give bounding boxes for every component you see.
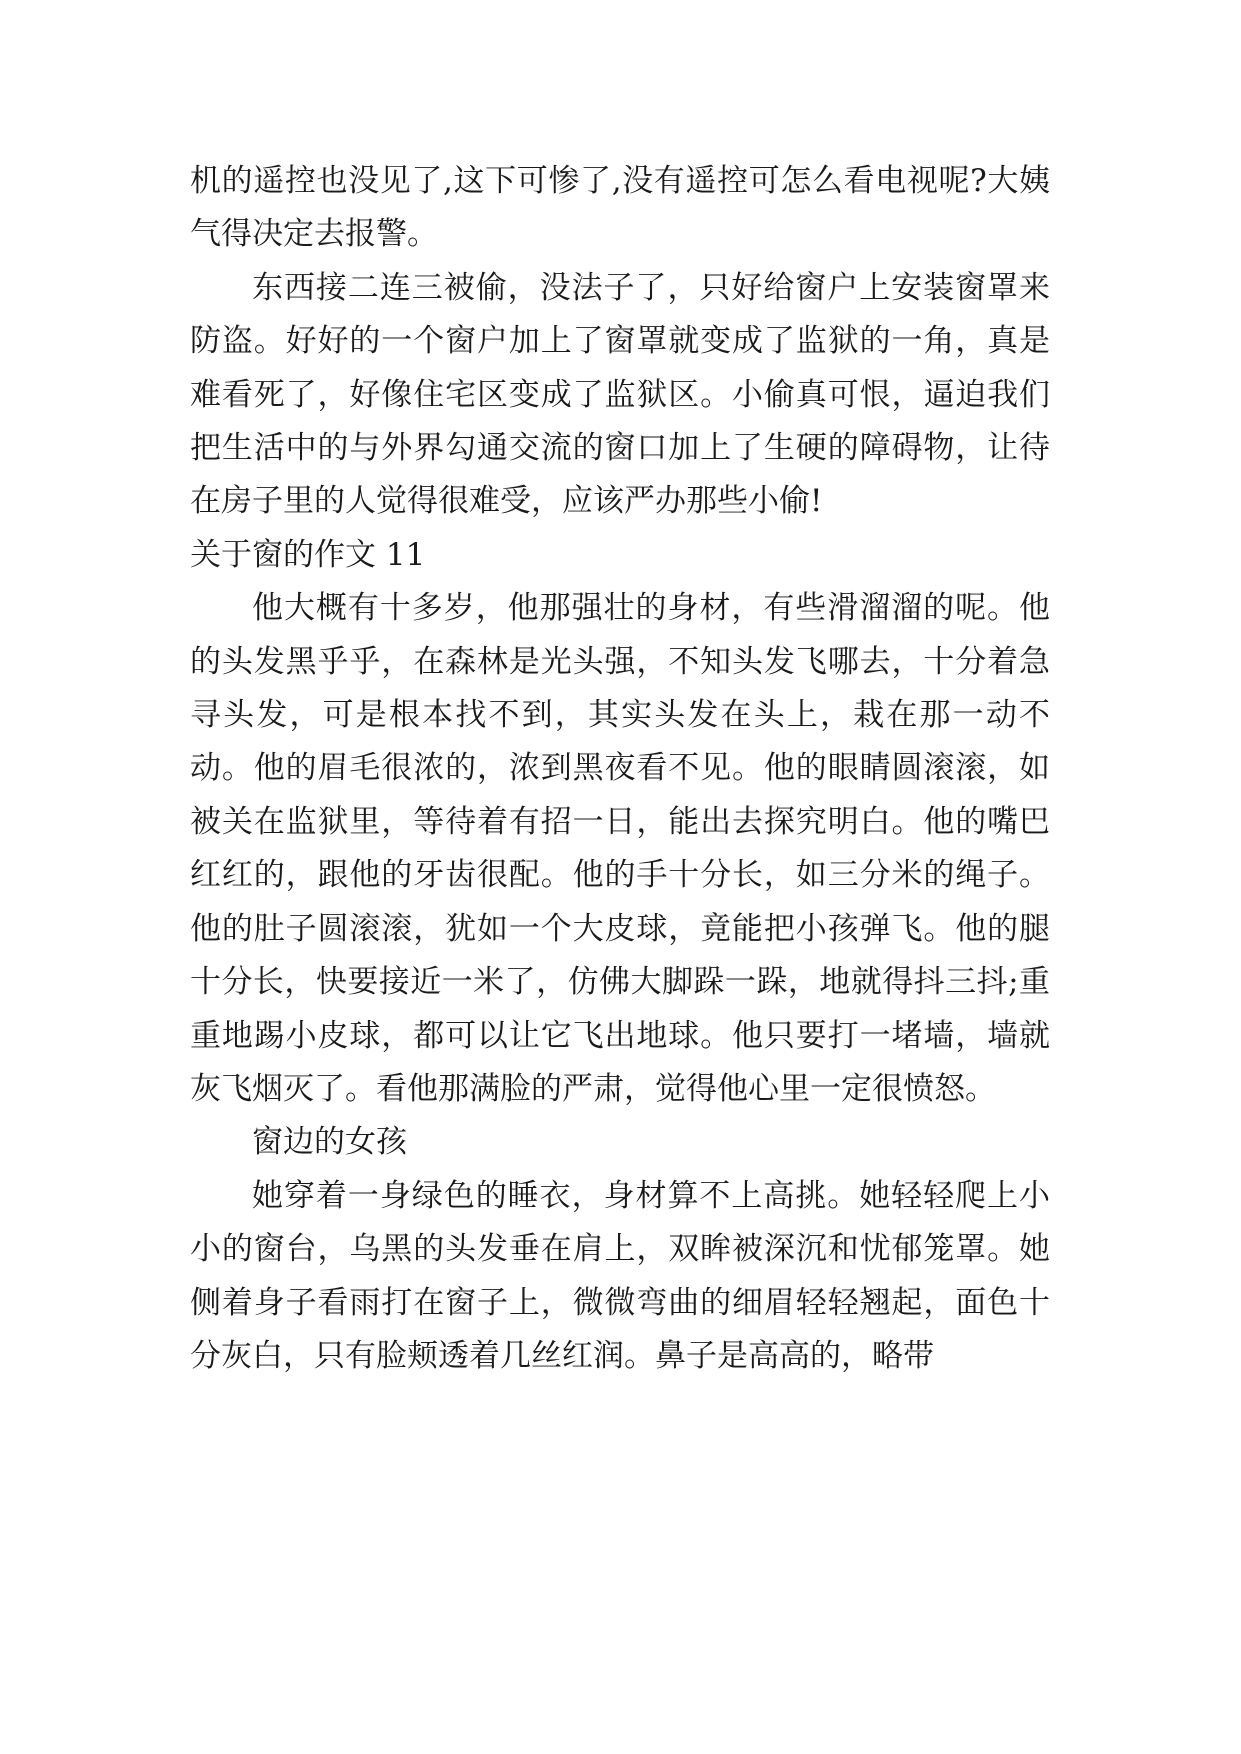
essay-heading: 关于窗的作文 11: [190, 536, 426, 573]
document-body: [190, 155, 1050, 1383]
section-title-girl-by-window: 窗边的女孩: [252, 1124, 407, 1161]
paragraph-window-guards: 东西接二连三被偷，没法子了，只好给窗户上安装窗罩来防盗。好好的一个窗户加上了窗罩就变成了监狱的一角，真是难看死了，好像住宅区变成了监狱区。小偷真可恨，逼迫我们把生活中的与外界勾通交流的窗口加上了生硬的障碍物，让待在房子里的人觉得很难受，应该严办那些小偷!: [190, 269, 1050, 520]
paragraph-girl-description: 她穿着一身绿色的睡衣，身材算不上高挑。她轻轻爬上小小的窗台，乌黑的头发垂在肩上，双眸被深沉和忧郁笼罩。她侧着身子看雨打在窗子上，微微弯曲的细眉轻轻翘起，面色十分灰白，只有脸颊透着几丝红润。鼻子是高高的，略带: [190, 1177, 1050, 1374]
paragraph-continuation: 机的遥控也没见了,这下可惨了,没有遥控可怎么看电视呢?大姨气得决定去报警。: [190, 163, 1050, 253]
paragraph-character-description: 他大概有十多岁，他那强壮的身材，有些滑溜溜的呢。他的头发黑乎乎，在森林是光头强，不知头发飞哪去，十分着急寻头发，可是根本找不到，其实头发在头上，栽在那一动不动。他的眉毛很浓的，浓到黑夜看不见。他的眼睛圆滚滚，如被关在监狱里，等待着有招一日，能出去探究明白。他的嘴巴红红的，跟他的牙齿很配。他的手十分长，如三分米的绳子。他的肚子圆滚滚，犹如一个大皮球，竟能把小孩弹飞。他的腿十分长，快要接近一米了，仿佛大脚跺一跺，地就得抖三抖;重重地踢小皮球，都可以让它飞出地球。他只要打一堵墙，墙就灰飞烟灭了。看他那满脸的严肃，觉得他心里一定很愤怒。: [190, 590, 1050, 1107]
